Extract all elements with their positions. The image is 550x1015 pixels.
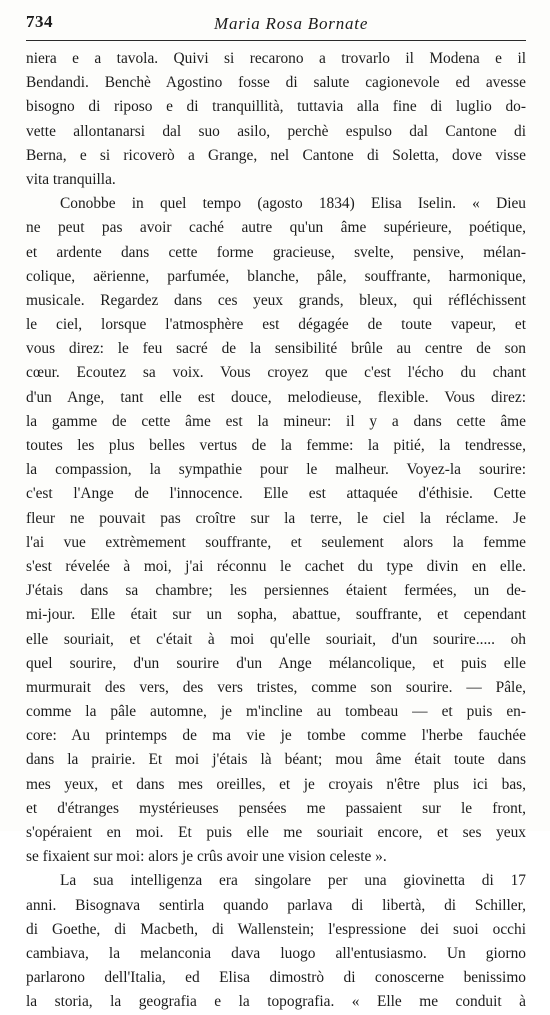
text-line: vette allontanarsi dal suo asilo, perchè espulso dal Cantone di bbox=[26, 122, 526, 140]
text-line: core: Au printemps de ma vie je tombe comme l'herbe fauchée bbox=[26, 727, 526, 745]
text-line: et ardente dans cette forme gracieuse, svelte, pensive, mélan- bbox=[26, 243, 526, 261]
text-line: se fixaient sur moi: alors je crûs avoir une vision celeste ». bbox=[26, 848, 387, 866]
text-line: murmurait des vers, des vers tristes, comme son sourire. — Pâle, bbox=[26, 678, 526, 696]
text-line: la storia, la geografia e la topografia. « Elle me conduit à bbox=[26, 993, 526, 1011]
text-line: toutes les plus belles vertus de la femme: la pitié, la tendresse, bbox=[26, 437, 526, 454]
text-line: comme la pâle automne, je m'incline au tombeau — et puis en- bbox=[26, 703, 526, 721]
text-line: et d'étranges mystérieuses pensées me passaient sur le front, bbox=[26, 799, 526, 817]
text-line: la gamme de cette âme est la mineur: il y a dans cette âme bbox=[26, 412, 526, 430]
running-head bbox=[26, 8, 526, 36]
text-line: di Goethe, di Macbeth, di Wallenstein; l'espressione dei suoi occhi bbox=[26, 920, 526, 938]
text-line: vous direz: le feu sacré de la sensibilité brûle au centre de son bbox=[26, 340, 526, 358]
text-line: la compassion, la sympathie pour le malheur. Voyez-la sourire: bbox=[26, 461, 526, 479]
text-line: Bendandi. Benchè Agostino fosse di salute cagionevole ed avesse bbox=[26, 74, 526, 92]
text-line: vita tranquilla. bbox=[26, 170, 116, 188]
text-line: s'est révelée à moi, j'ai réconnu le cachet du type divin en elle. bbox=[26, 557, 526, 575]
text-line: fleur ne pouvait pas croître sur la terre, le ciel la réclame. Je bbox=[26, 509, 526, 527]
text-line: c'est l'Ange de l'innocence. Elle est attaquée d'éthisie. Cette bbox=[26, 485, 526, 503]
text-line: le ciel, lorsque l'atmosphère est dégagée de toute vapeur, et bbox=[26, 316, 526, 334]
text-line: dans la prairie. Et moi j'étais là béant; mou âme était toute dans bbox=[26, 751, 526, 769]
text-line: anni. Bisognava sentirla quando parlava di libertà, di Schiller, bbox=[26, 896, 526, 914]
text-line: parlarono dell'Italia, ed Elisa dimostrò di conoscerne benissimo bbox=[26, 969, 526, 987]
text-line: Conobbe in quel tempo (agosto 1834) Elisa Iselin. « Dieu bbox=[60, 195, 526, 213]
text-line: J'étais dans sa chambre; les persiennes étaient fermées, un de- bbox=[26, 582, 526, 600]
text-line: cambiava, la melanconia dava luogo all'entusiasmo. Un giorno bbox=[26, 944, 526, 962]
body-text bbox=[26, 47, 526, 1015]
text-line: quel sourire, d'un sourire d'un Ange mélancolique, et puis elle bbox=[26, 654, 526, 672]
text-line: bisogno di riposo e di tranquillità, tuttavia alla fine di luglio do- bbox=[26, 98, 526, 116]
text-line: La sua intelligenza era singolare per una giovinetta di 17 bbox=[60, 872, 526, 890]
text-line: colique, aërienne, parfumée, blanche, pâle, souffrante, harmonique, bbox=[26, 267, 526, 285]
text-line: mes yeux, et dans mes oreilles, et je croyais n'être plus ici bas, bbox=[26, 775, 526, 793]
text-line: ne peut pas avoir caché autre qu'un âme supérieure, poétique, bbox=[26, 219, 526, 237]
text-line: mi-jour. Elle était sur un sopha, abattue, souffrante, et cependant bbox=[26, 606, 526, 624]
text-line: musicale. Regardez dans ces yeux grands, bleux, qui réfléchissent bbox=[26, 291, 526, 309]
text-line: cœur. Ecoutez sa voix. Vous croyez que c'est l'écho du chant bbox=[26, 364, 526, 382]
text-line: niera e a tavola. Quivi si recarono a trovarlo il Modena e il bbox=[26, 50, 526, 67]
text-line: s'opéraient en moi. Et puis elle me souriait encore, et ses yeux bbox=[26, 824, 526, 841]
text-line: Berna, e si ricoverò a Grange, nel Cantone di Soletta, dove visse bbox=[26, 146, 526, 164]
text-line: l'ai vue extrèmement souffrante, et seulement alors la femme bbox=[26, 533, 526, 551]
page-number: 734 bbox=[26, 12, 53, 31]
text-line: d'un Ange, tant elle est douce, melodieuse, flexible. Vous direz: bbox=[26, 388, 526, 406]
running-title: Maria Rosa Bornate bbox=[214, 14, 369, 33]
header-rule bbox=[26, 40, 526, 41]
text-line: elle souriait, et c'était à moi qu'elle souriait, d'un sourire..... oh bbox=[26, 630, 526, 648]
